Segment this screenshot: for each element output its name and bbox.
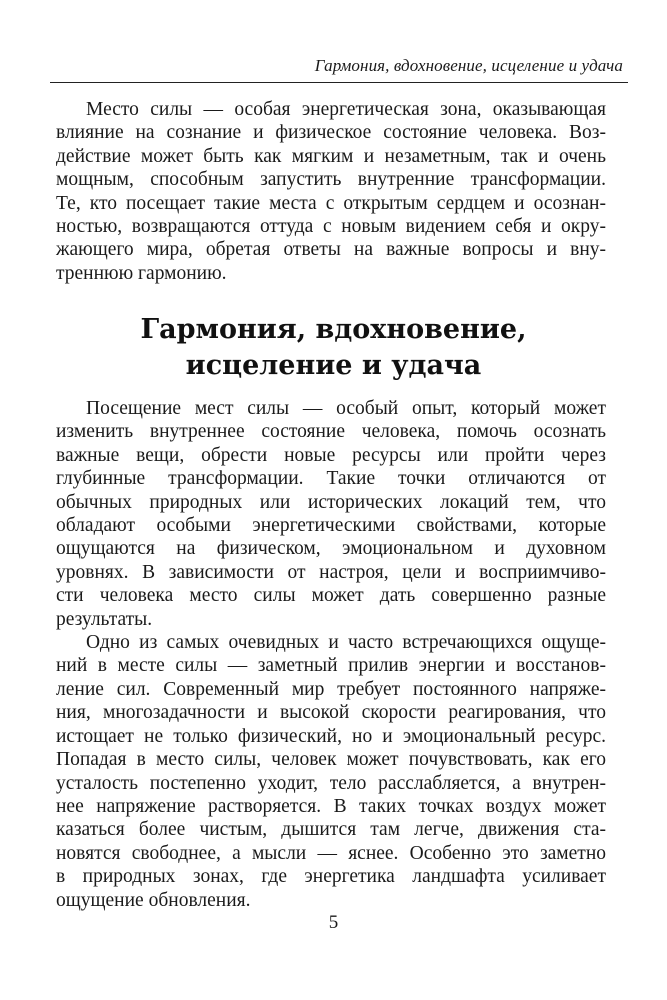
text-line: Те, кто посещает такие места с открытым сердцем и осознан-	[56, 192, 606, 214]
section-body	[56, 397, 606, 912]
paragraph	[56, 631, 606, 912]
text-line: действие может быть как мягким и незаметным, так и очень	[56, 145, 606, 167]
text-line: обычных природных или исторических локаций тем, что	[56, 491, 606, 513]
text-line: треннюю гармонию.	[56, 262, 227, 284]
page-number: 5	[328, 912, 339, 933]
text-line: казаться более чистым, дышится там легче, движения ста-	[56, 819, 606, 841]
running-header-title: Гармония, вдохновение, исцеление и удача	[314, 56, 623, 75]
text-line: Попадая в место силы, человек может почувствовать, как его	[56, 749, 606, 771]
text-line: уровнях. В зависимости от настроя, цели и восприимчиво-	[56, 561, 606, 583]
text-line: истощает не только физический, но и эмоциональный ресурс.	[56, 725, 606, 747]
text-line: обладают особыми энергетическими свойствами, которые	[56, 515, 606, 537]
header-divider	[50, 82, 628, 83]
text-line: Одно из самых очевидных и часто встречающихся ощуще-	[86, 632, 606, 654]
text-line: в природных зонах, где энергетика ландшафта усиливает	[56, 866, 606, 888]
intro-paragraph	[56, 98, 606, 285]
text-line: важные вещи, обрести новые ресурсы или пройти через	[56, 444, 606, 466]
text-line: ностью, возвращаются оттуда с новым видением себя и окру-	[56, 216, 606, 238]
text-line: глубинные трансформации. Такие точки отличаются от	[56, 468, 606, 490]
text-line: ния, многозадачности и высокой скорости реагирования, что	[56, 702, 606, 724]
paragraph	[56, 397, 606, 631]
text-line: результаты.	[56, 608, 153, 630]
text-line: новятся свободнее, а мысли — яснее. Особенно это заметно	[56, 842, 606, 864]
text-line: ление сил. Современный мир требует постоянного напряже-	[56, 678, 606, 700]
text-line: сти человека место силы может дать совершенно разные	[56, 585, 606, 607]
text-line: изменить внутреннее состояние человека, помочь осознать	[56, 421, 606, 443]
text-line: Место силы — особая энергетическая зона, оказывающая	[86, 99, 606, 120]
text-line: усталость постепенно уходит, тело расслабляется, а внутрен-	[56, 772, 606, 794]
text-line: влияние на сознание и физическое состояние человека. Воз-	[56, 122, 606, 144]
section-heading	[0, 312, 667, 384]
text-line: жающего мира, обретая ответы на важные вопросы и вну-	[56, 239, 606, 261]
text-line: Посещение мест силы — особый опыт, который может	[86, 398, 606, 419]
text-line: ощущение обновления.	[56, 889, 251, 911]
text-line: нее напряжение растворяется. В таких точках воздух может	[56, 795, 606, 817]
section-heading-line: Гармония, вдохновение,	[140, 314, 527, 345]
text-line: ний в месте силы — заметный прилив энергии и восстанов-	[56, 655, 606, 677]
text-line: мощным, способным запустить внутренние трансформации.	[56, 169, 606, 191]
section-heading-line: исцеление и удача	[185, 350, 482, 381]
text-line: ощущаются на физическом, эмоциональном и духовном	[56, 538, 606, 560]
